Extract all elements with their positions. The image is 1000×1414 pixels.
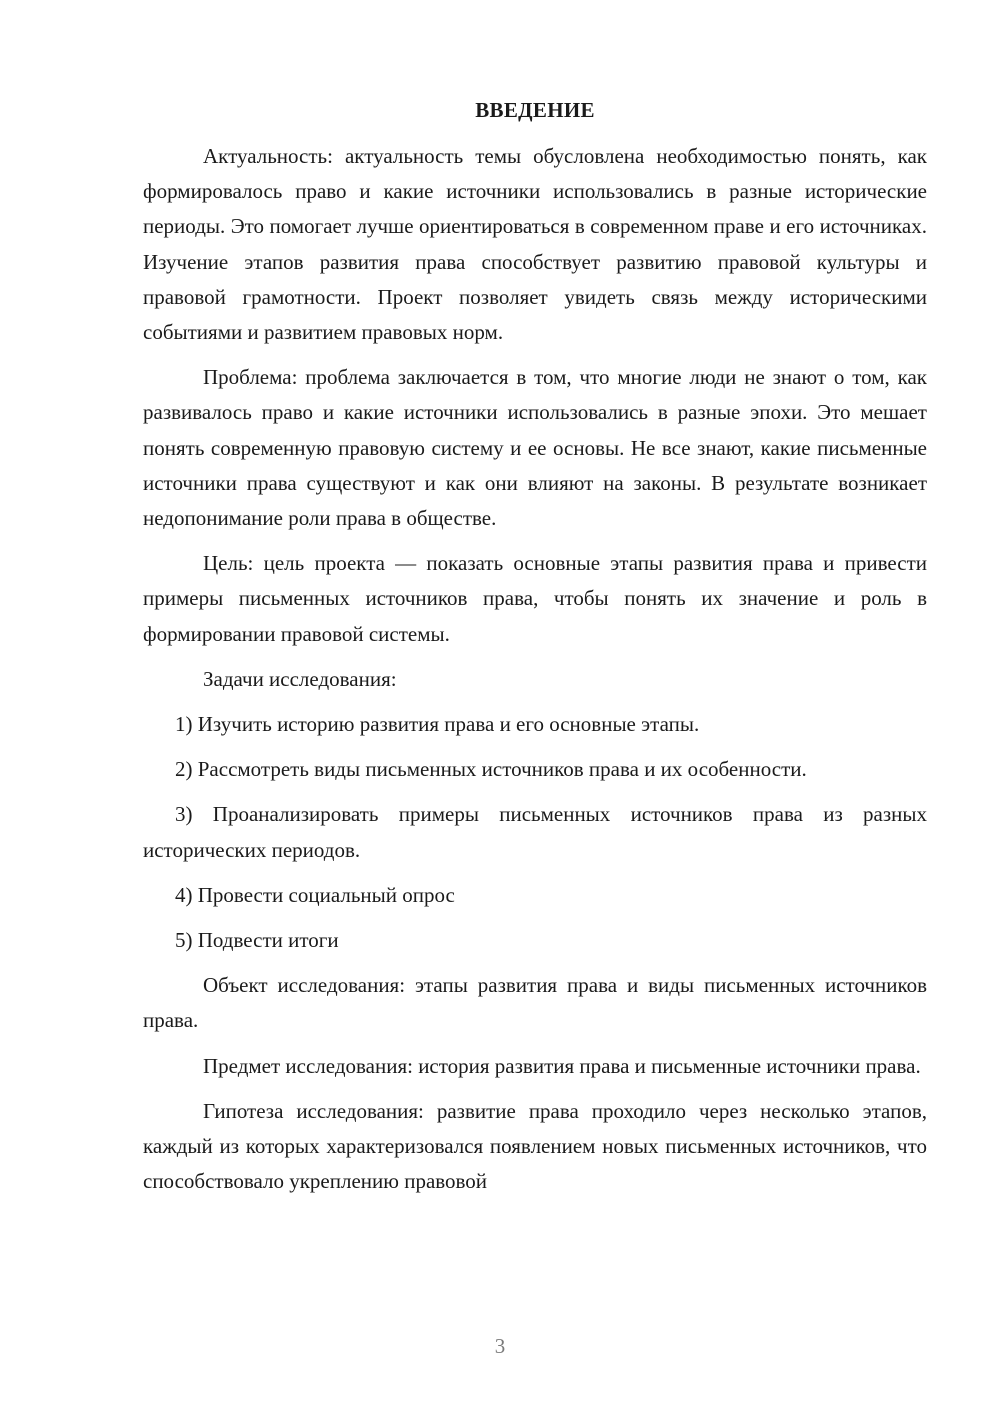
- tasks-list: [143, 707, 927, 958]
- tasks-heading: Задачи исследования:: [203, 666, 397, 691]
- list-item: 3) Проанализировать примеры письменных источников права из разных исторических периодов.: [143, 802, 927, 862]
- list-item: 5) Подвести итоги: [175, 928, 339, 953]
- list-item: 1) Изучить историю развития права и его основные этапы.: [175, 712, 700, 737]
- paragraph-subject: Предмет исследования: история развития права и письменные источники права.: [203, 1053, 921, 1078]
- paragraph-relevance: Актуальность: актуальность темы обусловлена необходимостью понять, как формировалось право и какие источники использовались в разные исторические периоды. Это помогает лучше ориентироваться в современном праве и его источниках. Изучение этапов развития права способствует развитию правовой культуры и правовой грамотности. Проект позволяет увидеть связь между историческими событиями и развитием правовых норм.: [143, 144, 927, 345]
- document-page: [143, 95, 927, 1209]
- page-title: ВВЕДЕНИЕ: [475, 98, 595, 122]
- list-item: 2) Рассмотреть виды письменных источников права и их особенности.: [175, 757, 807, 782]
- paragraph-goal: Цель: цель проекта — показать основные этапы развития права и привести примеры письменных источников права, чтобы понять их значение и роль в формировании правовой системы.: [143, 551, 927, 646]
- page-number: 3: [494, 1334, 506, 1358]
- list-item: 4) Провести социальный опрос: [175, 882, 455, 907]
- paragraph-hypothesis: Гипотеза исследования: развитие права проходило через несколько этапов, каждый из которых характеризовался появлением новых письменных источников, что способствовало укреплению правовой: [143, 1098, 927, 1194]
- paragraph-object: Объект исследования: этапы развития права и виды письменных источников права.: [143, 973, 927, 1033]
- paragraph-problem: Проблема: проблема заключается в том, что многие люди не знают о том, как развивалось право и какие источники использовались в разные эпохи. Это мешает понять современную правовую систему и ее основы. Не все знают, какие письменные источники права существуют и как они влияют на законы. В результате возникает недопонимание роли права в обществе.: [143, 365, 927, 531]
